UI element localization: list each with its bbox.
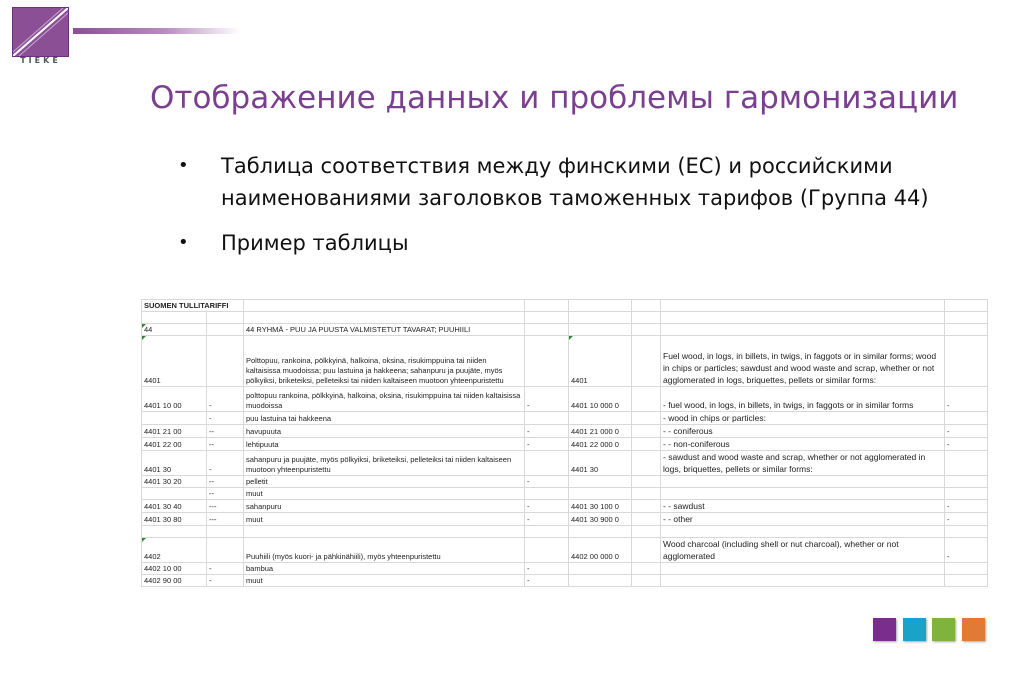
finnish-description-cell: havupuuta <box>244 425 525 438</box>
marker-cell: - <box>525 425 569 438</box>
english-description-cell <box>661 476 945 488</box>
english-description-cell: - fuel wood, in logs, in billets, in twigs, in faggots or in similar forms <box>661 387 945 412</box>
end-marker-cell <box>945 488 988 500</box>
empty-cell <box>632 387 661 412</box>
table-row <box>142 438 988 451</box>
marker-cell: - <box>525 438 569 451</box>
end-marker-cell <box>945 324 988 336</box>
level-dash-cell: -- <box>207 438 244 451</box>
marker-cell <box>525 538 569 563</box>
ru-code-cell <box>569 488 632 500</box>
english-description-cell: - - coniferous <box>661 425 945 438</box>
logo-mark <box>12 7 69 57</box>
table-header-cell: SUOMEN TULLITARIFFI <box>142 300 244 312</box>
end-marker-cell <box>945 336 988 387</box>
blue-square-icon <box>903 618 926 641</box>
level-dash-cell: - <box>207 563 244 575</box>
table-row <box>142 500 988 513</box>
level-dash-cell <box>207 526 244 538</box>
empty-cell <box>632 412 661 425</box>
end-marker-cell <box>945 526 988 538</box>
marker-cell: - <box>525 387 569 412</box>
level-dash-cell: --- <box>207 500 244 513</box>
empty-cell <box>632 451 661 476</box>
tariff-code-cell: 4402 <box>142 538 207 563</box>
marker-cell <box>525 412 569 425</box>
table-row <box>142 513 988 526</box>
empty-cell <box>632 476 661 488</box>
tariff-code-cell <box>142 488 207 500</box>
marker-cell: - <box>525 563 569 575</box>
ru-code-cell <box>569 575 632 587</box>
end-marker-cell <box>945 312 988 324</box>
table-row <box>142 336 988 387</box>
table-row <box>142 563 988 575</box>
ru-code-cell: 4401 30 <box>569 451 632 476</box>
ru-code-cell <box>569 312 632 324</box>
empty-cell <box>632 425 661 438</box>
ru-code-cell: 4401 21 000 0 <box>569 425 632 438</box>
finnish-description-cell: muut <box>244 513 525 526</box>
empty-cell <box>632 300 661 312</box>
level-dash-cell: -- <box>207 425 244 438</box>
header-accent-bar <box>73 28 240 34</box>
end-marker-cell <box>945 575 988 587</box>
tariff-code-cell: 4401 10 00 <box>142 387 207 412</box>
level-dash-cell: - <box>207 575 244 587</box>
end-marker-cell <box>945 451 988 476</box>
level-dash-cell: -- <box>207 488 244 500</box>
ru-code-cell <box>569 526 632 538</box>
marker-cell: - <box>525 513 569 526</box>
level-dash-cell: - <box>207 387 244 412</box>
english-description-cell <box>661 526 945 538</box>
ru-code-cell: 4401 <box>569 336 632 387</box>
tariff-code-cell: 4401 <box>142 336 207 387</box>
english-description-cell <box>661 575 945 587</box>
finnish-description-cell <box>244 526 525 538</box>
level-dash-cell: - <box>207 412 244 425</box>
empty-cell <box>632 500 661 513</box>
table-row <box>142 538 988 563</box>
english-description-cell: - - sawdust <box>661 500 945 513</box>
marker-cell <box>525 526 569 538</box>
finnish-description-cell: muut <box>244 488 525 500</box>
english-description-cell: - sawdust and wood waste and scrap, whether or not agglomerated in logs, briquettes, pellets or similar forms: <box>661 451 945 476</box>
level-dash-cell: --- <box>207 513 244 526</box>
tariff-code-cell: 4401 30 80 <box>142 513 207 526</box>
end-marker-cell: - <box>945 387 988 412</box>
end-marker-cell: - <box>945 425 988 438</box>
empty-cell <box>632 513 661 526</box>
marker-cell <box>525 312 569 324</box>
finnish-description-cell: pelletit <box>244 476 525 488</box>
table-row <box>142 412 988 425</box>
english-description-cell <box>661 563 945 575</box>
bullet-item <box>178 227 978 259</box>
empty-cell <box>632 526 661 538</box>
bullet-item <box>178 150 978 214</box>
tariff-code-cell <box>142 526 207 538</box>
english-description-cell <box>661 488 945 500</box>
tariff-table <box>141 299 988 587</box>
marker-cell: - <box>525 500 569 513</box>
ru-code-cell: 4401 22 000 0 <box>569 438 632 451</box>
english-description-cell: Wood charcoal (including shell or nut charcoal), whether or not agglomerated <box>661 538 945 563</box>
english-description-cell: - - other <box>661 513 945 526</box>
ru-code-cell: 4401 10 000 0 <box>569 387 632 412</box>
table-row <box>142 451 988 476</box>
english-description-cell: - wood in chips or particles: <box>661 412 945 425</box>
finnish-description-cell <box>244 312 525 324</box>
finnish-description-cell: bambua <box>244 563 525 575</box>
empty-cell <box>632 336 661 387</box>
empty-cell <box>945 300 988 312</box>
table-row <box>142 476 988 488</box>
level-dash-cell: -- <box>207 476 244 488</box>
end-marker-cell: - <box>945 500 988 513</box>
finnish-description-cell: Polttopuu, rankoina, pölkkyinä, halkoina, oksina, risukimppuina tai niiden kaltaisissa muodoissa; puu lastuina ja hakkeena; sahanpuru ja puujäte, myös pölkyiksi, briketeiksi, pelleteiksi tai niiden kaltaiseen muotoon yhteenpuristettu <box>244 336 525 387</box>
slide-title: Отображение данных и проблемы гармонизации <box>150 80 959 116</box>
level-dash-cell <box>207 324 244 336</box>
end-marker-cell: - <box>945 513 988 526</box>
empty-cell <box>632 563 661 575</box>
ru-code-cell <box>569 563 632 575</box>
logo-text: TIEKE <box>20 56 61 65</box>
finnish-description-cell: puu lastuina tai hakkeena <box>244 412 525 425</box>
finnish-description-cell: 44 RYHMÄ - PUU JA PUUSTA VALMISTETUT TAVARAT; PUUHIILI <box>244 324 525 336</box>
tariff-code-cell: 4402 10 00 <box>142 563 207 575</box>
tariff-code-cell <box>142 312 207 324</box>
table-row <box>142 387 988 412</box>
level-dash-cell: - <box>207 451 244 476</box>
english-description-cell <box>661 324 945 336</box>
level-dash-cell <box>207 336 244 387</box>
orange-square-icon <box>962 618 985 641</box>
ru-code-cell: 4401 30 100 0 <box>569 500 632 513</box>
end-marker-cell <box>945 476 988 488</box>
ru-code-cell <box>569 324 632 336</box>
table-row <box>142 488 988 500</box>
table-row <box>142 526 988 538</box>
purple-square-icon <box>873 618 896 641</box>
table-row <box>142 324 988 336</box>
tariff-code-cell: 4401 22 00 <box>142 438 207 451</box>
end-marker-cell <box>945 563 988 575</box>
finnish-description-cell: sahanpuru ja puujäte, myös pölkyiksi, briketeiksi, pelleteiksi tai niiden kaltaiseen muotoon yhteenpuristettu <box>244 451 525 476</box>
table-row <box>142 425 988 438</box>
ru-code-cell <box>569 476 632 488</box>
finnish-description-cell: Puuhiili (myös kuori- ja pähkinähiili), myös yhteenpuristettu <box>244 538 525 563</box>
english-description-cell: Fuel wood, in logs, in billets, in twigs, in faggots or in similar forms; wood in chips or particles; sawdust and wood waste and scrap, whether or not agglomerated in logs, briquettes, pellets or similar forms: <box>661 336 945 387</box>
empty-cell <box>525 300 569 312</box>
level-dash-cell <box>207 538 244 563</box>
green-square-icon <box>932 618 955 641</box>
finnish-description-cell: polttopuu rankoina, pölkkyinä, halkoina, oksina, risukimppuina tai niiden kaltaisissa muodoissa <box>244 387 525 412</box>
marker-cell <box>525 324 569 336</box>
ru-code-cell: 4402 00 000 0 <box>569 538 632 563</box>
bullet-text: Пример таблицы <box>221 231 409 255</box>
bullet-text: Таблица соответствия между финскими (ЕС) и российскими наименованиями заголовков таможенных тарифов (Группа 44) <box>221 154 929 210</box>
empty-cell <box>632 488 661 500</box>
end-marker-cell <box>945 412 988 425</box>
tariff-code-cell: 4401 30 40 <box>142 500 207 513</box>
empty-cell <box>244 300 525 312</box>
marker-cell: - <box>525 476 569 488</box>
marker-cell <box>525 451 569 476</box>
english-description-cell <box>661 312 945 324</box>
level-dash-cell <box>207 312 244 324</box>
empty-cell <box>661 300 945 312</box>
tariff-code-cell: 4401 30 20 <box>142 476 207 488</box>
tariff-code-cell: 4401 21 00 <box>142 425 207 438</box>
ru-code-cell: 4401 30 900 0 <box>569 513 632 526</box>
bullet-dot-icon: • <box>178 232 189 253</box>
tariff-code-cell: 4401 30 <box>142 451 207 476</box>
table-row <box>142 575 988 587</box>
finnish-description-cell: lehtipuuta <box>244 438 525 451</box>
english-description-cell: - - non-coniferous <box>661 438 945 451</box>
empty-cell <box>632 312 661 324</box>
end-marker-cell: - <box>945 538 988 563</box>
ru-code-cell <box>569 412 632 425</box>
empty-cell <box>632 575 661 587</box>
bullet-list <box>178 150 978 259</box>
tariff-code-cell: 44 <box>142 324 207 336</box>
marker-cell: - <box>525 575 569 587</box>
empty-cell <box>569 300 632 312</box>
finnish-description-cell: sahanpuru <box>244 500 525 513</box>
finnish-description-cell: muut <box>244 575 525 587</box>
empty-cell <box>632 438 661 451</box>
bullet-dot-icon: • <box>178 155 189 176</box>
empty-cell <box>632 538 661 563</box>
empty-cell <box>632 324 661 336</box>
table-row <box>142 312 988 324</box>
tariff-code-cell: 4402 90 00 <box>142 575 207 587</box>
marker-cell <box>525 488 569 500</box>
end-marker-cell: - <box>945 438 988 451</box>
table-header-row <box>142 300 988 312</box>
tieke-logo <box>12 7 69 65</box>
marker-cell <box>525 336 569 387</box>
tariff-code-cell <box>142 412 207 425</box>
tariff-table-image <box>141 299 987 587</box>
